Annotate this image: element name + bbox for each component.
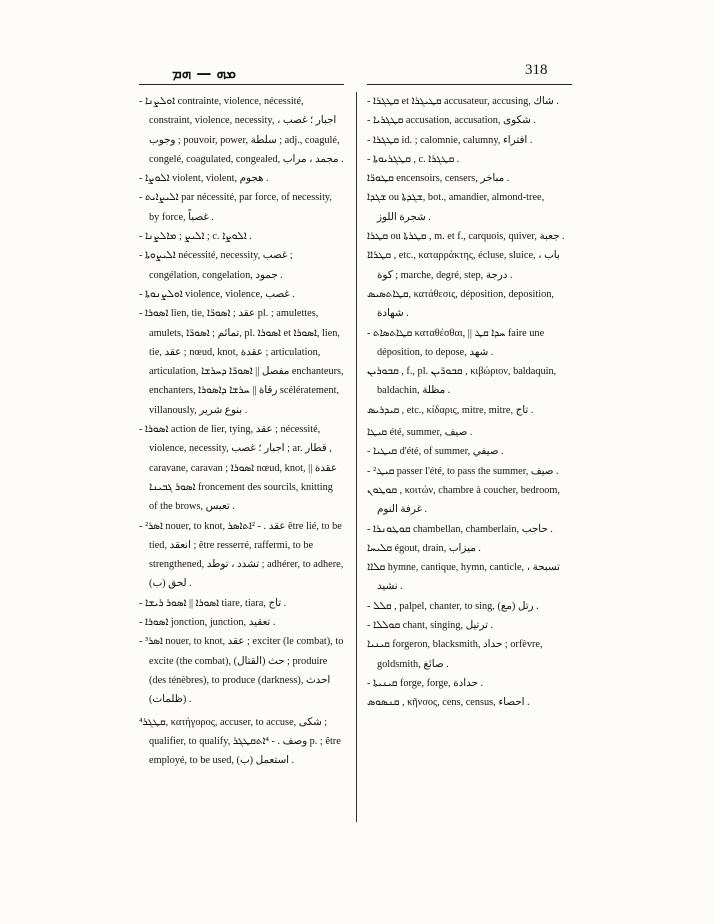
entry: - ܐܣܘܪܐ || ܐܣܘܪ ܪܝܫܐ tiare, tiara, تاج . [139, 597, 287, 609]
entry: - ܐܠܝܨܐܝܬ par nécessité, par force, of necessity, by force, غصباً . [139, 192, 332, 223]
entry: - ܐܠܘܨܐ violent, violent, هجوم . [139, 173, 269, 185]
entry: - ܩܝܛܝܐ d'été, of summer, صيفي . [367, 446, 504, 458]
right-column [367, 92, 572, 713]
entry-headword: ܩܝܛܐ été, summer, صيف . [367, 427, 473, 439]
entry: - ܩܛܓܪܝܘܬܐ , c. ܩܛܓܪܐ . [367, 153, 460, 165]
running-head: ܡܗ — ܗܡ [172, 64, 236, 82]
entry: ܩܠܐܐ hymne, cantique, hymn, canticle, تسبحة ، نشيد . [367, 562, 560, 593]
left-column [139, 92, 344, 770]
entry: - ܐܣܘܪܐ jonction, junction, تعقيد . [139, 617, 276, 629]
entry: - ܩܘܛܘܢܪܐ chambellan, chamberlain, حاجب . [367, 523, 553, 535]
header-rule-left [139, 84, 344, 85]
entry: - ³ܐܣܪ nouer, to knot, عقد ; exciter (le combat), to excite (the combat), حث (القتال) ; produire (des ténèbres), to produce (darkness), احدث (ظلمات) . [139, 636, 344, 706]
entry: - ܩܝܢܝܬܐ forge, forge, حدادة . [367, 677, 484, 689]
entry: ܫܓܕܐ ou ܫܓܕܬܐ, bot., amandier, almond-tree, شجرة اللوز . [367, 192, 545, 223]
header-rule-right [367, 84, 572, 85]
entry: - ܩܛܓܪܝܐ accusation, accusation, شكوى . [367, 115, 536, 127]
entry: - ܩܛܐܬܣܐܬ καταθέσθαι, || ܚܕܐ ܩܛ faire une déposition, to depose, شهد . [367, 327, 545, 358]
entry: ܩܒܘܪܝܢ , f., pl. ܩܒܘܪ̈ܝܢ , κιβώριον, baldaquin, baldachin, مظلة . [367, 366, 557, 397]
entry: - ܩܠܠ , palpel, chanter, to sing, رتل (مع) . [367, 600, 539, 612]
entry: - ܐܠܝܨ ; ܡܐܠܨܢܐ ; c. ܐܠܘܨܐ . [139, 231, 252, 243]
entry: ܩܛܐܬܣܝܣ, κατάθεσις, déposition, deposition, شهادة . [367, 288, 554, 320]
entry: ܩܝܢܝܐ forgeron, blacksmith, حداد ; orfèvre, goldsmith, صائغ . [367, 639, 543, 670]
entry: - ܐܣܘܪܐ action de lier, tying, عقد ; nécessité, violence, necessity, اجبار ؛ غصب ; ar. قطار , caravane, caravan ; ܐܣܘܪܐ nœud, knot, عقدة || ܐܣܘܪ ܓܒܝܢܐ froncement des sourcils, knitting of the brows, تعبس . [139, 424, 337, 513]
entry: ܩܢܣܘܣ , κῆνσος, cens, census, احصاء . [367, 697, 530, 709]
entry: ܩܛܪܐ ou ܩܛܪܬܐ , m. et f., carquois, quiver, جعبة . [367, 231, 565, 243]
entry: - ܐܘܠܨܢܘܬܐ violence, violence, غصب . [139, 288, 295, 300]
column-divider [356, 92, 357, 822]
entry: ܩܘܛܘܢ , κοιτών, chambre à coucher, bedroom, غرفة النوم . [367, 484, 560, 516]
entry: - ܐܠܝܨܘܬܐ nécessité, necessity, غصب ; congélation, congelation, جمود . [139, 250, 293, 281]
entry: - ²ܩܝܛ passer l'été, to pass the summer, صيف . [367, 465, 559, 477]
entry: ܩܛܘܪ̈ܐ encensoirs, censers, مباخر . [367, 173, 510, 185]
entry: - ²ܐܣܪ nouer, to knot, عقد . - ²ܐܬܐܣܪ être lié, to be tied, انعقد ; être resserré, raffermi, to be strengthened, تشدد ، توطد ; adhérer, to adhere, (ب) لحق . [139, 520, 344, 590]
entry-headword: ⁴ܩܛܓܪ, κατήγορος, accuser, to accuse, شكى ; qualifier, to qualify, وصف . - ⁴ܐܬܩܛܓܪ p. ; être employé, to be used, (ب) استعمل . [139, 716, 341, 767]
entry: ܩܝܕܪܝܣ , etc., κίδαρις, mitre, mitre, تاج . [367, 404, 534, 416]
entry: - ܐܘܠܨܢܐ contrainte, violence, nécessité, constraint, violence, necessity, اجبار ؛ غصب ، وجوب ; pouvoir, power, سلطة ; adj., coagulé, congelé, coagulated, congealed, مجمد ، مراب . [139, 96, 344, 165]
entry: - ܐܣܘܪܐ lien, tie, عقد ; ܐܣܘܪ̈ܐ pl. ; amulettes, amulets, تمائم ; ܐܣܘܪ̈ܐ, pl. ܐܣܘܪܐ et ܐܣܘܪܐ, lien, tie, عقد ; nœud, knot, عقدة ; articulation, articulation, مفصل || ܐܣܘܪ̈ܐ ܕܚܪܫܐ enchanteurs, enchanters, رقاة || ܚܪܫܐ ܕܐܣܘܪܐ scélératement, villanously, بنوع شرير . [139, 308, 344, 416]
entry: - ܩܛܓܪܐ id. ; calomnie, calumny, افتراء . [367, 134, 533, 146]
page-number: 318 [525, 62, 548, 78]
entry: - ܩܛܓܪܐ et ܩܛܝܓܪܐ accusateur, accusing, شاك . [367, 96, 559, 107]
entry: ܩܛܪܐܐ , etc., καταρράκτης, écluse, sluice, باب ، كوة ; marche, degré, step, درجة . [367, 250, 560, 281]
entry: ܩܠܝܚܐ égout, drain, ميزاب . [367, 542, 481, 554]
entry: - ܩܘܠܠܐ chant, singing, ترتيل . [367, 620, 494, 632]
